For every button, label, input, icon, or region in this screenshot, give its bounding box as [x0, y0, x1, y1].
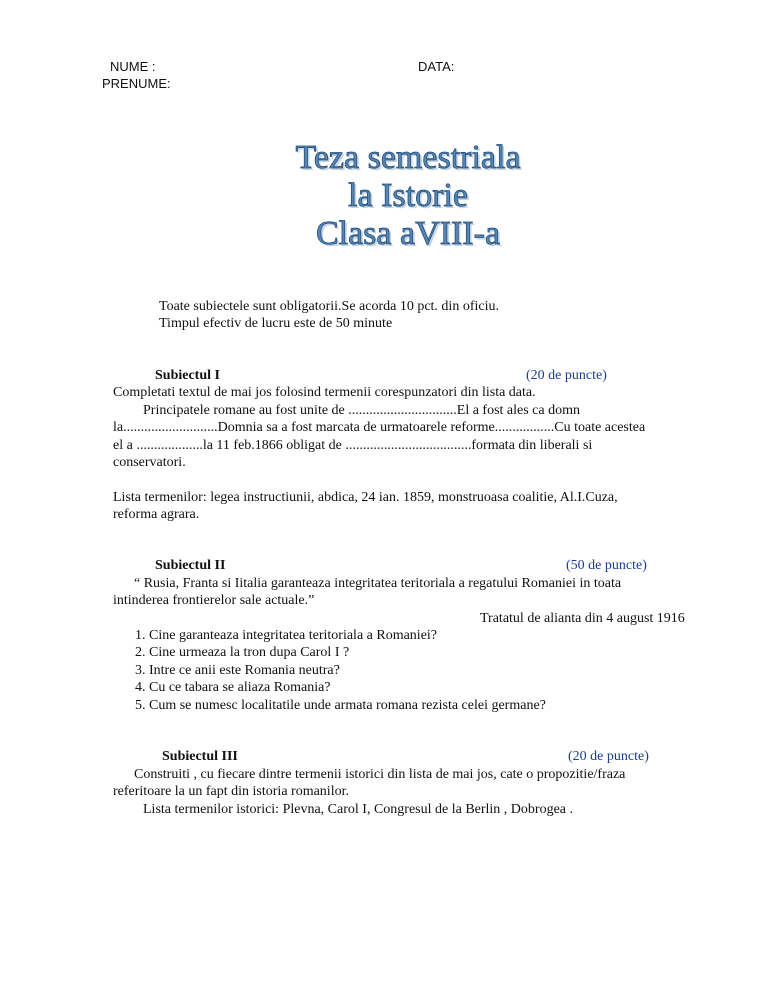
- intro-line-2: Timpul efectiv de lucru este de 50 minute: [159, 316, 393, 331]
- subject-3-instructions-line-2: referitoare la un fapt din istoria romanilor.: [113, 784, 349, 799]
- surname-label: PRENUME:: [102, 76, 171, 91]
- subject-1-text-line-3: el a ...................la 11 feb.1866 obligat de ....................................formata din liberali si: [113, 438, 593, 453]
- subject-1-instructions: Completati textul de mai jos folosind termenii corespunzatori din lista data.: [113, 385, 536, 400]
- subject-1-text-line-4: conservatori.: [113, 455, 186, 470]
- subject-1-text-line-2: la...........................Domnia sa a fost marcata de urmatoarele reforme.................Cu toate acestea: [113, 420, 646, 435]
- question-item: 4. Cu ce tabara se aliaza Romania?: [135, 680, 331, 695]
- name-label: NUME :: [110, 59, 156, 74]
- question-item: 1. Cine garanteaza integritatea teritoriala a Romaniei?: [135, 628, 438, 643]
- subject-1-text-line-1: Principatele romane au fost unite de ...............................El a fost ales ca domn: [143, 403, 581, 418]
- question-item: 5. Cum se numesc localitatile unde armata romana rezista celei germane?: [135, 698, 546, 713]
- subject-3-points: (20 de puncte): [568, 749, 649, 764]
- title-line-2: la Istorie: [348, 177, 468, 214]
- subject-2-quote-line-1: “ Rusia, Franta si Iitalia garanteaza integritatea teritoriala a regatului Romaniei in toata: [134, 576, 622, 591]
- subject-2-heading: Subiectul II: [155, 558, 226, 573]
- title-line-3: Clasa aVIII-a: [315, 215, 501, 252]
- subject-1-heading: Subiectul I: [155, 368, 220, 383]
- subject-1-terms-line-1: Lista termenilor: legea instructiunii, abdica, 24 ian. 1859, monstruoasa coalitie, Al.I.Cuza,: [113, 490, 618, 505]
- subject-3-heading: Subiectul III: [162, 749, 238, 764]
- question-item: 2. Cine urmeaza la tron dupa Carol I ?: [135, 645, 350, 660]
- subject-2-source: Tratatul de alianta din 4 august 1916: [480, 611, 685, 626]
- subject-2-quote-line-2: intinderea frontierelor sale actuale.”: [113, 593, 315, 608]
- title-line-1: Teza semestriala: [295, 139, 521, 176]
- subject-3-terms: Lista termenilor istorici: Plevna, Carol I, Congresul de la Berlin , Dobrogea .: [143, 802, 574, 817]
- question-item: 3. Intre ce anii este Romania neutra?: [135, 663, 340, 678]
- intro-line-1: Toate subiectele sunt obligatorii.Se acorda 10 pct. din oficiu.: [159, 299, 499, 314]
- subject-1-terms-line-2: reforma agrara.: [113, 507, 200, 522]
- subject-1-points: (20 de puncte): [526, 368, 607, 383]
- date-label: DATA:: [418, 59, 455, 74]
- subject-2-points: (50 de puncte): [566, 558, 647, 573]
- subject-3-instructions-line-1: Construiti , cu fiecare dintre termenii istorici din lista de mai jos, cate o propozitie/fraza: [134, 767, 626, 782]
